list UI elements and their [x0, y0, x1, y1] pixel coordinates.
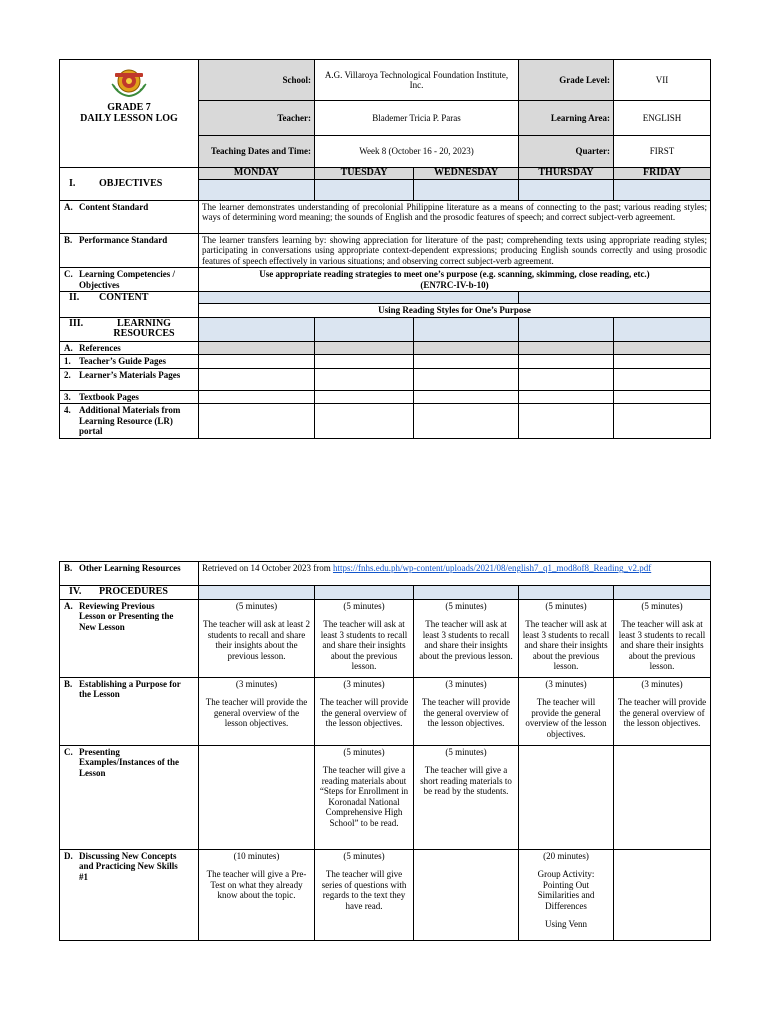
day-monday: MONDAY — [199, 168, 315, 180]
procedure-a-tuesday: (5 minutes) The teacher will ask at least 3 students to recall and share their insights about the previous lesson. — [315, 599, 414, 677]
day-friday: FRIDAY — [614, 168, 711, 180]
procedure-b-thursday: (3 minutes) The teacher will provide the general overview of the lesson objectives. — [519, 677, 614, 745]
procedure-b-friday: (3 minutes) The teacher will provide the general overview of the lesson objectives. — [614, 677, 711, 745]
learning-area-value: ENGLISH — [614, 101, 711, 136]
learner-materials-label: 2. Learner’s Materials Pages — [60, 368, 199, 390]
procedure-b-label: B. Establishing a Purpose for the Lesson — [60, 677, 199, 745]
header-title-cell — [60, 60, 199, 168]
content-standard-text: The learner demonstrates understanding of precolonial Philippine literature as a means of connecting to the past; various reading styles; ways of determining word meaning; the sounds of English and the prosodic features of speech; and correct subject-verb agreement. — [199, 200, 711, 233]
other-resources-text: Retrieved on 14 October 2023 from https://fnhs.edu.ph/wp-content/uploads/2021/08/english7_q1_mod8of8_Reading_v2.pdf — [199, 562, 711, 586]
procedure-a-wednesday: (5 minutes) The teacher will ask at least 3 students to recall and share their insights about the previous lesson. — [414, 599, 519, 677]
teacher-guide-label: 1. Teacher’s Guide Pages — [60, 355, 199, 369]
lesson-log-table-bottom — [59, 561, 711, 941]
procedure-c-friday — [614, 745, 711, 849]
school-value: A.G. Villaroya Technological Foundation Institute, Inc. — [315, 60, 519, 101]
procedure-d-friday — [614, 849, 711, 940]
day-wednesday: WEDNESDAY — [414, 168, 519, 180]
procedure-c-wednesday: (5 minutes) The teacher will give a short reading materials to be read by the students. — [414, 745, 519, 849]
dates-label: Teaching Dates and Time: — [199, 136, 315, 168]
performance-standard-label: B. Performance Standard — [60, 233, 199, 268]
lesson-log-table-top — [59, 59, 711, 439]
other-resources-label: B. Other Learning Resources — [60, 562, 199, 586]
log-title: DAILY LESSON LOG — [80, 112, 178, 124]
competencies-label: C. Learning Competencies / Objectives — [60, 268, 199, 292]
procedure-b-monday: (3 minutes) The teacher will provide the general overview of the lesson objectives. — [199, 677, 315, 745]
reference-link[interactable]: https://fnhs.edu.ph/wp-content/uploads/2021/08/english7_q1_mod8of8_Reading_v2.pdf — [332, 563, 652, 573]
day-thursday: THURSDAY — [519, 168, 614, 180]
procedure-b-wednesday: (3 minutes) The teacher will provide the general overview of the lesson objectives. — [414, 677, 519, 745]
procedure-a-thursday: (5 minutes) The teacher will ask at least 3 students to recall and share their insights about the previous lesson. — [519, 599, 614, 677]
teacher-label: Teacher: — [199, 101, 315, 136]
procedure-a-monday: (5 minutes) The teacher will ask at least 2 students to recall and share their insights about the previous lesson. — [199, 599, 315, 677]
procedure-d-tuesday: (5 minutes) The teacher will give series of questions with regards to the text they have read. — [315, 849, 414, 940]
content-standard-label: A. Content Standard — [60, 200, 199, 233]
procedure-d-wednesday — [414, 849, 519, 940]
procedure-row-c — [60, 745, 711, 849]
procedure-c-monday — [199, 745, 315, 849]
dates-value: Week 8 (October 16 - 20, 2023) — [315, 136, 519, 168]
procedure-c-label: C. Presenting Examples/Instances of the Lesson — [60, 745, 199, 849]
content-text: Using Reading Styles for One’s Purpose — [199, 304, 711, 318]
grade-level-label: Grade Level: — [519, 60, 614, 101]
quarter-label: Quarter: — [519, 136, 614, 168]
performance-standard-text: The learner transfers learning by: showing appreciation for literature of the past; comprehending texts using appropriate reading styles; participating in conversations using appropriate context-dependent expressions; producing English sounds correctly and using prosodic features of speech effectively in various situations; and observing correct subject-verb agreement. — [199, 233, 711, 268]
procedure-row-d — [60, 849, 711, 940]
procedure-row-b — [60, 677, 711, 745]
school-seal-icon — [109, 65, 149, 99]
procedures-heading: IV. PROCEDURES — [60, 586, 199, 600]
content-heading: II. CONTENT — [60, 292, 199, 318]
learning-resources-heading: III. LEARNING RESOURCES — [60, 317, 199, 341]
procedure-d-label: D. Discussing New Concepts and Practicing New Skills #1 — [60, 849, 199, 940]
learning-area-label: Learning Area: — [519, 101, 614, 136]
day-tuesday: TUESDAY — [315, 168, 414, 180]
teacher-value: Blademer Tricia P. Paras — [315, 101, 519, 136]
procedure-d-thursday: (20 minutes) Group Activity: Pointing Out Similarities and Differences Using Venn — [519, 849, 614, 940]
procedure-c-tuesday: (5 minutes) The teacher will give a reading materials about “Steps for Enrollment in Koronadal National Comprehensive High School” to be read. — [315, 745, 414, 849]
references-label: A. References — [60, 341, 199, 355]
procedure-b-tuesday: (3 minutes) The teacher will provide the general overview of the lesson objectives. — [315, 677, 414, 745]
grade-title: GRADE 7 — [107, 102, 151, 113]
procedure-d-monday: (10 minutes) The teacher will give a Pre-Test on what they already know about the topic. — [199, 849, 315, 940]
procedure-row-a — [60, 599, 711, 677]
objectives-heading: I. OBJECTIVES — [60, 168, 199, 201]
quarter-value: FIRST — [614, 136, 711, 168]
procedure-c-thursday — [519, 745, 614, 849]
competencies-text: Use appropriate reading strategies to meet one’s purpose (e.g. scanning, skimming, close reading, etc.) (EN7RC-IV-b-10) — [199, 268, 711, 292]
school-label: School: — [199, 60, 315, 101]
textbook-label: 3. Textbook Pages — [60, 390, 199, 404]
grade-level-value: VII — [614, 60, 711, 101]
procedure-a-friday: (5 minutes) The teacher will ask at least 3 students to recall and share their insights about the previous lesson. — [614, 599, 711, 677]
additional-materials-label: 4. Additional Materials from Learning Resource (LR) portal — [60, 404, 199, 439]
procedure-a-label: A. Reviewing Previous Lesson or Presenting the New Lesson — [60, 599, 199, 677]
